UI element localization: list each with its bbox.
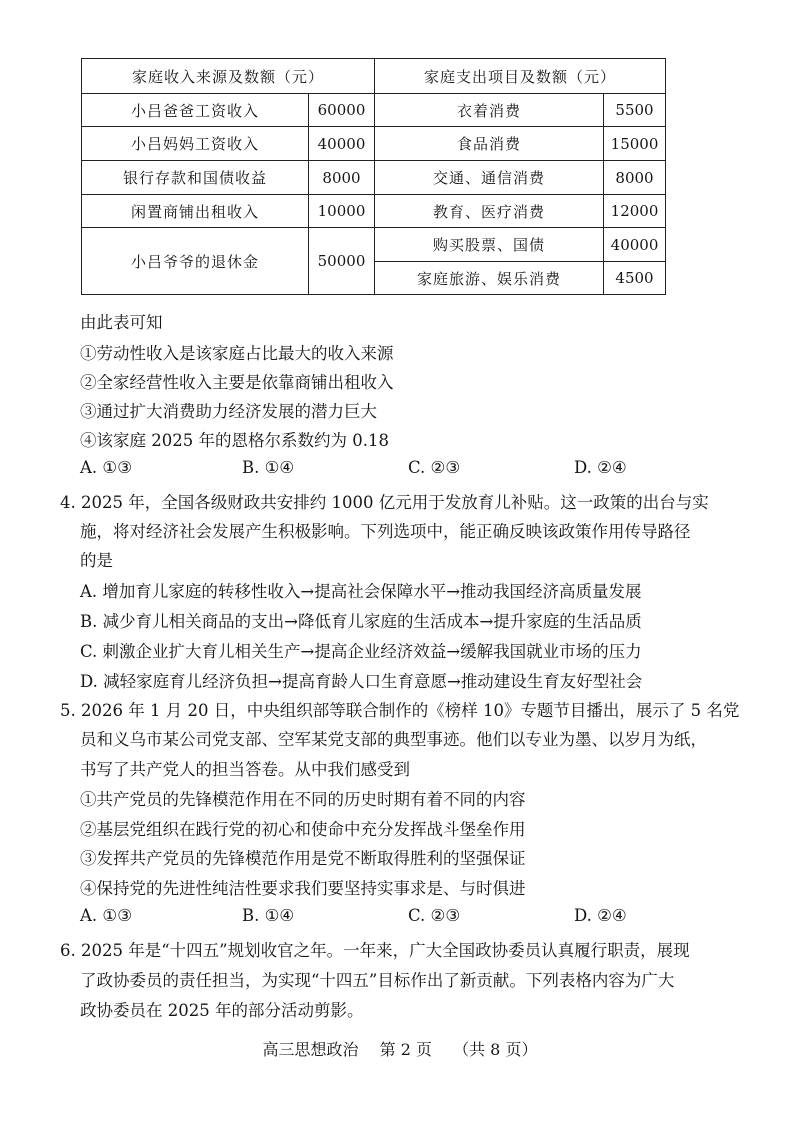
expense-amount: 8000 bbox=[604, 161, 666, 195]
expense-item: 食品消费 bbox=[375, 127, 604, 161]
footer-page-number: 第 2 页 bbox=[379, 1040, 432, 1059]
expense-item: 交通、通信消费 bbox=[375, 161, 604, 195]
q5-option-b[interactable]: B. ①④ bbox=[242, 906, 295, 925]
income-expense-table bbox=[81, 58, 666, 295]
income-item: 银行存款和国债收益 bbox=[82, 161, 309, 195]
expense-header: 家庭支出项目及数额（元） bbox=[375, 59, 666, 94]
q5-stem-line-2: 员和义乌市某公司党支部、空军某党支部的典型事迹。他们以专业为墨、以岁月为纸， bbox=[80, 730, 707, 749]
q5-option-d[interactable]: D. ②④ bbox=[574, 906, 627, 925]
income-item: 小吕爷爷的退休金 bbox=[82, 228, 309, 295]
q3-statement-2: ②全家经营性收入主要是依靠商铺出租收入 bbox=[80, 373, 394, 392]
q6-stem-line-3: 政协委员在 2025 年的部分活动剪影。 bbox=[80, 1001, 364, 1020]
q3-option-c[interactable]: C. ②③ bbox=[408, 458, 461, 477]
q4-stem-line-1: 4. 2025 年，全国各级财政共安排约 1000 亿元用于发放育儿补贴。这一政策的出台与实 bbox=[60, 493, 709, 512]
expense-amount: 15000 bbox=[604, 127, 666, 161]
q5-statement-1: ①共产党员的先锋模范作用在不同的历史时期有着不同的内容 bbox=[80, 790, 526, 809]
q6-stem-line-1: 6. 2025 年是“十四五”规划收官之年。一年来，广大全国政协委员认真履行职责，展现 bbox=[60, 941, 690, 960]
income-amount: 60000 bbox=[309, 94, 375, 127]
q5-statement-3: ③发挥共产党员的先锋模范作用是党不断取得胜利的坚强保证 bbox=[80, 849, 526, 868]
q3-statement-3: ③通过扩大消费助力经济发展的潜力巨大 bbox=[80, 402, 377, 421]
expense-amount: 12000 bbox=[604, 195, 666, 228]
q3-option-b[interactable]: B. ①④ bbox=[242, 458, 295, 477]
q3-statement-4: ④该家庭 2025 年的恩格尔系数约为 0.18 bbox=[80, 431, 389, 450]
q3-option-d[interactable]: D. ②④ bbox=[574, 458, 627, 477]
expense-amount: 40000 bbox=[604, 228, 666, 262]
q4-option-a[interactable]: A. 增加育儿家庭的转移性收入→提高社会保障水平→推动我国经济高质量发展 bbox=[80, 582, 642, 601]
page-footer bbox=[0, 1037, 800, 1060]
q4-stem-line-3: 的是 bbox=[80, 551, 113, 570]
q5-statement-2: ②基层党组织在践行党的初心和使命中充分发挥战斗堡垒作用 bbox=[80, 820, 526, 839]
expense-amount: 4500 bbox=[604, 262, 666, 295]
income-item: 小吕妈妈工资收入 bbox=[82, 127, 309, 161]
expense-amount: 5500 bbox=[604, 94, 666, 127]
q4-option-b[interactable]: B. 减少育儿相关商品的支出→降低育儿家庭的生活成本→提升家庭的生活品质 bbox=[80, 612, 642, 631]
q5-stem-line-3: 书写了共产党人的担当答卷。从中我们感受到 bbox=[80, 760, 410, 779]
expense-item: 家庭旅游、娱乐消费 bbox=[375, 262, 604, 295]
income-item: 小吕爸爸工资收入 bbox=[82, 94, 309, 127]
footer-total-pages: （共 8 页） bbox=[453, 1040, 538, 1059]
expense-item: 教育、医疗消费 bbox=[375, 195, 604, 228]
q5-stem-line-1: 5. 2026 年 1 月 20 日，中央组织部等联合制作的《榜样 10》专题节目播出，展示了 5 名党 bbox=[60, 701, 740, 720]
expense-item: 衣着消费 bbox=[375, 94, 604, 127]
footer-subject: 高三思想政治 bbox=[262, 1040, 359, 1059]
q5-statement-4: ④保持党的先进性纯洁性要求我们要坚持实事求是、与时俱进 bbox=[80, 879, 526, 898]
q4-option-d[interactable]: D. 减轻家庭育儿经济负担→提高育龄人口生育意愿→推动建设生育友好型社会 bbox=[80, 672, 643, 691]
income-item: 闲置商铺出租收入 bbox=[82, 195, 309, 228]
q5-option-a[interactable]: A. ①③ bbox=[80, 906, 132, 925]
income-amount: 50000 bbox=[309, 228, 375, 295]
income-amount: 10000 bbox=[309, 195, 375, 228]
income-amount: 40000 bbox=[309, 127, 375, 161]
q4-stem-line-2: 施，将对经济社会发展产生积极影响。下列选项中，能正确反映该政策作用传导路径 bbox=[80, 522, 691, 541]
q3-option-a[interactable]: A. ①③ bbox=[80, 458, 132, 477]
q6-stem-line-2: 了政协委员的责任担当，为实现“十四五”目标作出了新贡献。下列表格内容为广大 bbox=[80, 971, 675, 990]
q3-lead: 由此表可知 bbox=[80, 313, 163, 332]
expense-item: 购买股票、国债 bbox=[375, 228, 604, 262]
q4-option-c[interactable]: C. 刺激企业扩大育儿相关生产→提高企业经济效益→缓解我国就业市场的压力 bbox=[80, 642, 642, 661]
income-header: 家庭收入来源及数额（元） bbox=[82, 59, 375, 94]
q3-statement-1: ①劳动性收入是该家庭占比最大的收入来源 bbox=[80, 344, 394, 363]
q5-option-c[interactable]: C. ②③ bbox=[408, 906, 461, 925]
income-amount: 8000 bbox=[309, 161, 375, 195]
